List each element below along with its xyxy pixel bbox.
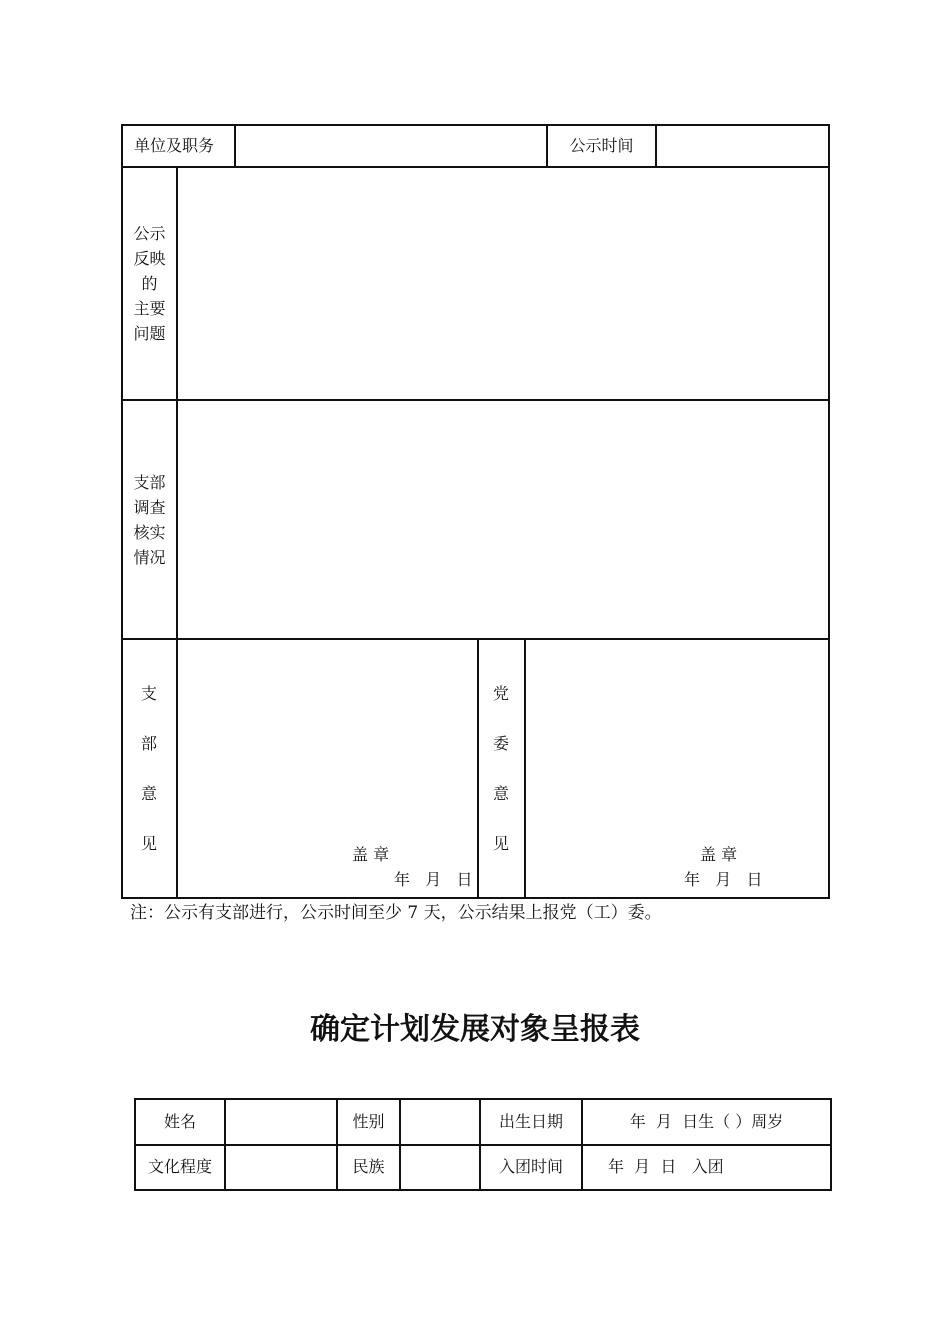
name-label: 姓名 [163, 1112, 196, 1131]
join-league-value[interactable]: 年 月 日 入团 [608, 1157, 724, 1176]
publicity-time-value[interactable] [665, 138, 823, 158]
gender-value[interactable] [401, 1100, 479, 1144]
name-value[interactable] [226, 1100, 336, 1144]
party-seal: 盖 章 [700, 845, 738, 864]
unit-position-value[interactable] [244, 138, 540, 158]
birth-date-label: 出生日期 [498, 1112, 563, 1131]
branch-opinion-label: 支 部 意 见 [140, 684, 157, 853]
page-title: 确定计划发展对象呈报表 [310, 1012, 640, 1047]
party-date: 年 月 日 [684, 870, 763, 889]
join-league-label: 入团时间 [498, 1157, 563, 1176]
issues-label: 公示 反映 的 主要 问题 [133, 224, 166, 343]
publicity-time-label: 公示时间 [569, 136, 634, 155]
branch-date: 年 月 日 [394, 870, 473, 889]
verification-content[interactable] [178, 401, 828, 638]
ethnicity-value[interactable] [401, 1146, 479, 1189]
birth-date-value[interactable]: 年 月 日生（ ）周岁 [629, 1112, 784, 1131]
branch-seal: 盖 章 [352, 845, 390, 864]
branch-opinion-content[interactable] [178, 640, 477, 840]
footnote: 注：公示有支部进行，公示时间至少 7 天，公示结果上报党（工）委。 [130, 903, 662, 923]
party-opinion-content[interactable] [526, 640, 828, 840]
verification-label: 支部 调查 核实 情况 [133, 473, 166, 567]
party-opinion-label: 党 委 意 见 [492, 684, 509, 853]
education-value[interactable] [226, 1146, 336, 1189]
ethnicity-label: 民族 [352, 1157, 385, 1176]
gender-label: 性别 [352, 1112, 385, 1131]
issues-content[interactable] [178, 168, 828, 399]
education-label: 文化程度 [147, 1157, 212, 1176]
unit-position-label: 单位及职务 [134, 136, 215, 155]
